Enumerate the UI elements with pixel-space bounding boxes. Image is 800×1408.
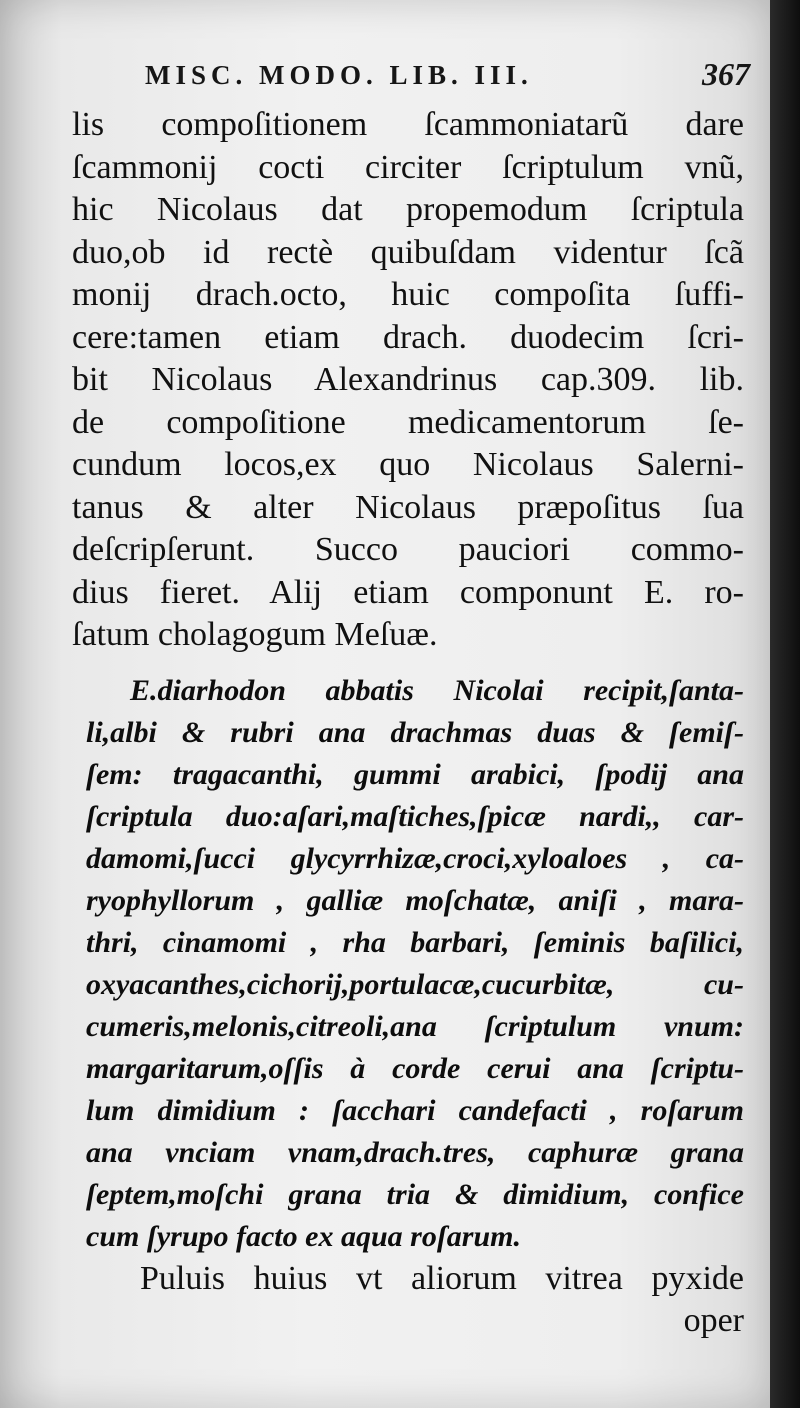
page-number: 367	[702, 56, 750, 92]
text-line: duo,ob id rectè quibuſdam videntur ſcã	[72, 233, 744, 271]
text-line: thri, cinamomi , rha barbari, ſeminis baſilici,	[86, 926, 744, 959]
page-header	[145, 56, 750, 96]
catchword: oper	[683, 1302, 744, 1339]
text-line: ryophyllorum , galliæ moſchatæ, aniſi , mara-	[86, 884, 744, 917]
text-line: hic Nicolaus dat propemodum ſcriptula	[72, 191, 744, 228]
text-line: tanus & alter Nicolaus præpoſitus ſua	[72, 488, 744, 526]
text-line: cere:tamen etiam drach. duodecim ſcri-	[72, 318, 744, 356]
text-line: oxyacanthes,cichorij,portulacæ,cucurbitæ, cu-	[86, 968, 744, 1001]
paragraph-italic-recipe	[86, 670, 744, 1258]
text-line: de compoſitione medicamentorum ſe-	[72, 403, 744, 441]
text-line: monij drach.octo, huic compoſita ſuffi-	[72, 276, 744, 313]
text-line: damomi,ſucci glycyrrhizæ,croci,xyloaloes , ca-	[86, 842, 744, 875]
text-line: E.diarhodon abbatis Nicolai recipit,ſanta-	[130, 674, 744, 707]
text-line: cundum locos,ex quo Nicolaus Salerni-	[72, 446, 744, 483]
text-line: Puluis huius vt aliorum vitrea pyxide	[140, 1260, 744, 1297]
text-line: lum dimidium : ſacchari candefacti , roſarum	[86, 1094, 744, 1127]
running-head: MISC. MODO. LIB. III.	[145, 60, 533, 90]
text-line: ſem: tragacanthi, gummi arabici, ſpodij ana	[86, 758, 744, 791]
text-line: ſcammonij cocti circiter ſcriptulum vnũ,	[72, 148, 744, 186]
text-line: cumeris,melonis,citreoli,ana ſcriptulum vnum:	[86, 1010, 744, 1043]
text-line: lis compoſitionem ſcammoniatarũ dare	[72, 106, 744, 143]
page-edge-shadow	[770, 0, 800, 1408]
text-line: ſeptem,moſchi grana tria & dimidium, confice	[86, 1178, 744, 1211]
text-line: li,albi & rubri ana drachmas duas & ſemiſ-	[86, 716, 744, 749]
text-line: margaritarum,oſſis à corde cerui ana ſcriptu-	[86, 1052, 744, 1085]
paragraph-closing	[140, 1258, 744, 1342]
text-line: bit Nicolaus Alexandrinus cap.309. lib.	[72, 361, 744, 398]
text-line: cum ſyrupo facto ex aqua roſarum.	[86, 1220, 521, 1253]
text-line: dius fieret. Alij etiam componunt E. ro-	[72, 573, 744, 611]
text-line: ſcriptula duo:aſari,maſtiches,ſpicæ nardi,, car-	[86, 800, 744, 833]
text-line: ſatum cholagogum Meſuæ.	[72, 616, 438, 653]
paragraph-roman	[72, 104, 744, 657]
text-line: deſcripſerunt. Succo pauciori commo-	[72, 531, 744, 568]
text-line: ana vnciam vnam,drach.tres, caphuræ grana	[86, 1136, 744, 1169]
